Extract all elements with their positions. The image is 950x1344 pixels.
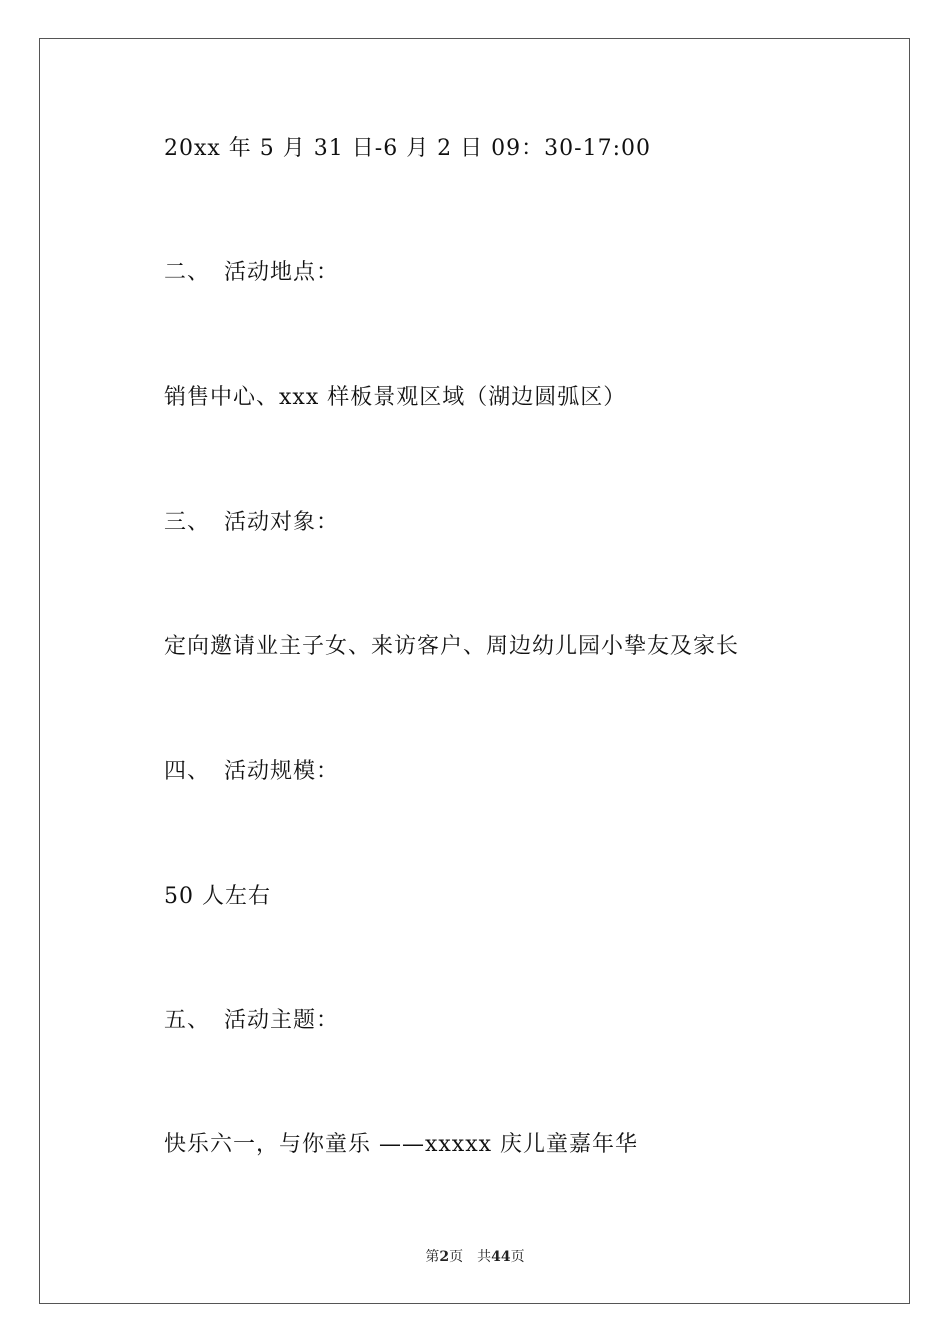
section-title: 活动地点：: [224, 260, 340, 285]
page-footer: [0, 1248, 950, 1266]
page-border: [39, 38, 910, 1304]
total-pages: 44: [491, 1249, 511, 1265]
section-heading-audience: [164, 508, 339, 538]
section-title: 活动对象：: [224, 510, 340, 535]
section-number: 三、: [164, 510, 211, 535]
activity-location-text: 销售中心、xxx 样板景观区域（湖边圆弧区）: [164, 385, 627, 410]
total-suffix: 页: [510, 1249, 525, 1265]
page-number: 2: [439, 1249, 450, 1265]
section-number: 四、: [164, 759, 211, 784]
section-heading-location: [164, 258, 339, 288]
section-heading-theme: [164, 1006, 339, 1036]
page-suffix: 页: [449, 1249, 464, 1265]
activity-theme-text: 快乐六一，与你童乐 ——xxxxx 庆儿童嘉年华: [164, 1132, 639, 1157]
total-prefix: 共: [477, 1249, 492, 1265]
section-heading-scale: [164, 757, 339, 787]
activity-audience-text: 定向邀请业主子女、来访客户、周边幼儿园小挚友及家长: [164, 634, 740, 659]
section-number: 五、: [164, 1008, 211, 1033]
page-prefix: 第: [425, 1249, 440, 1265]
section-number: 二、: [164, 260, 211, 285]
section-title: 活动规模：: [224, 759, 340, 784]
activity-time-text: 20xx 年 5 月 31 日-6 月 2 日 09：30-17:00: [164, 136, 651, 161]
section-title: 活动主题：: [224, 1008, 340, 1033]
activity-scale-text: 50 人左右: [164, 884, 271, 909]
